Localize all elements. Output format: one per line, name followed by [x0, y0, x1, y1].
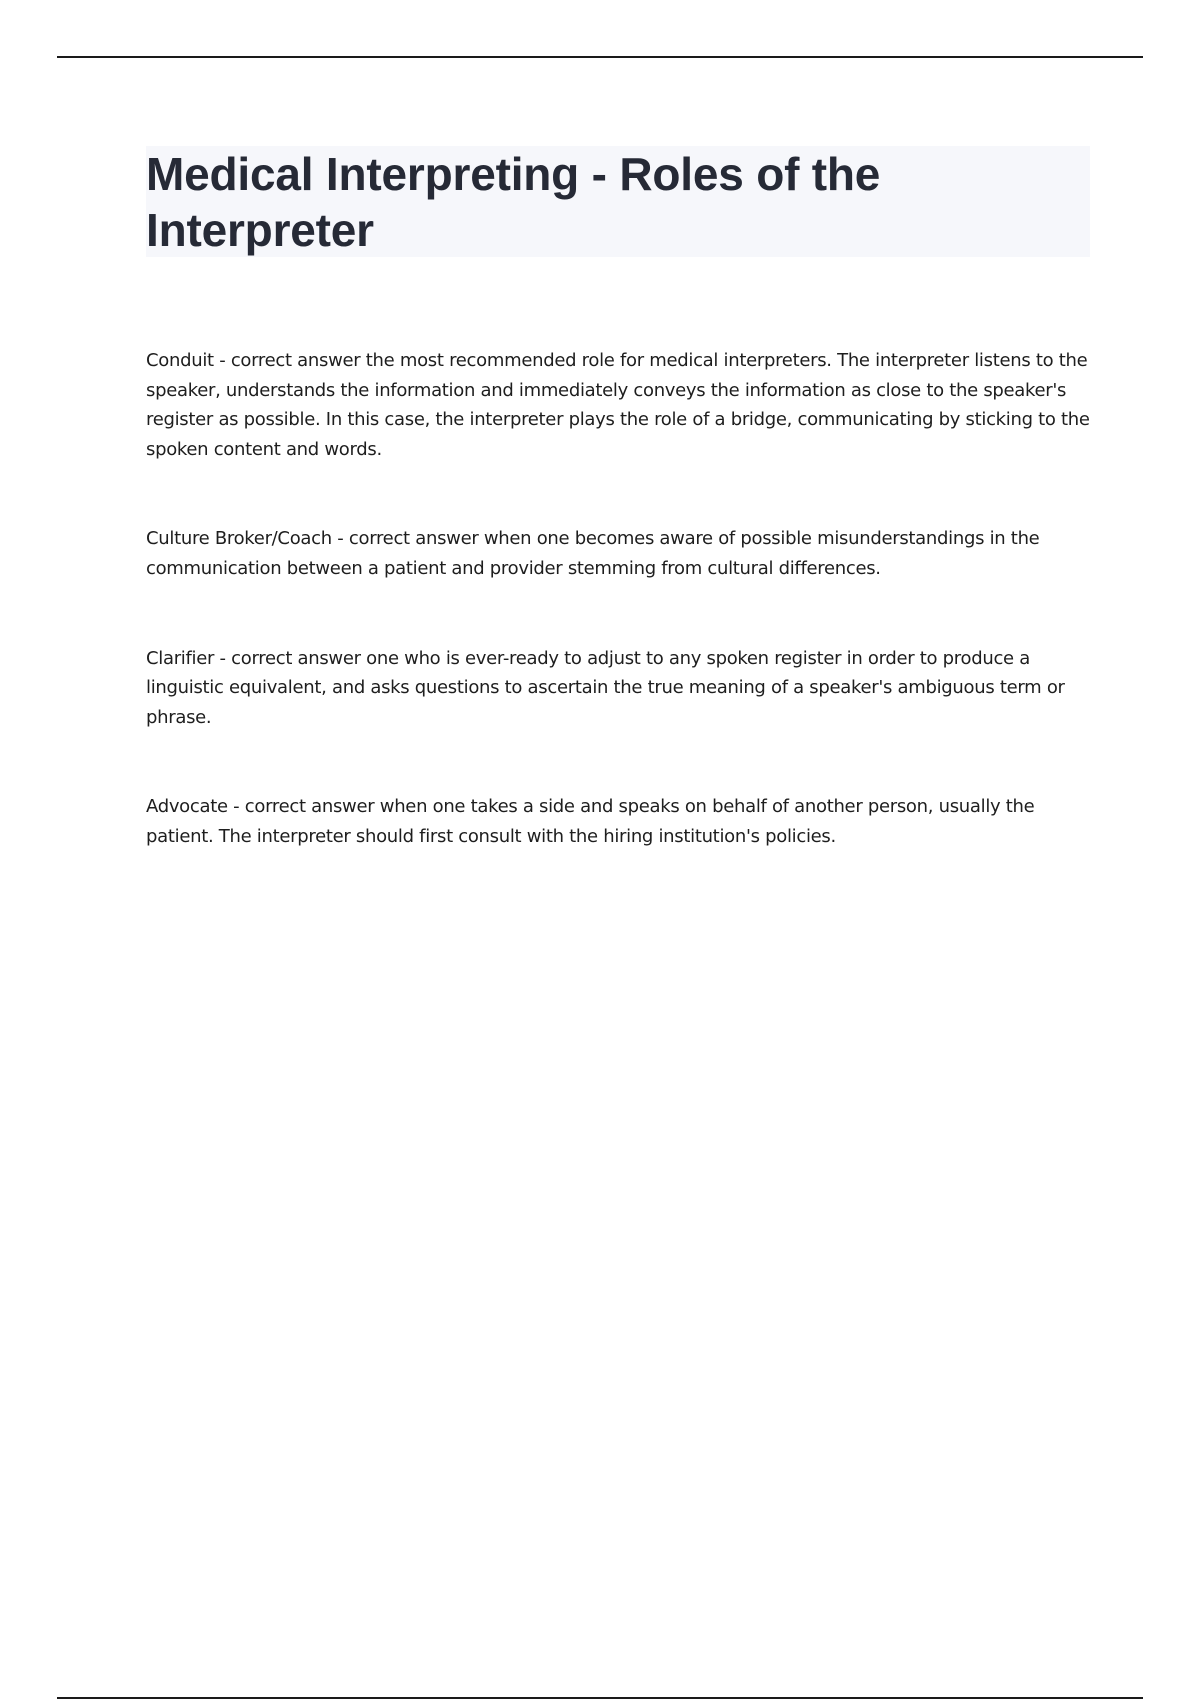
- entry-culture-broker: Culture Broker/Coach - correct answer when one becomes aware of possible misunderstandings in the communication between a patient and provider stemming from cultural differences.: [146, 528, 1040, 579]
- bottom-divider: [57, 1697, 1143, 1699]
- entry-clarifier: Clarifier - correct answer one who is ever-ready to adjust to any spoken register in order to produce a linguistic equivalent, and asks questions to ascertain the true meaning of a speaker's ambiguous term or phrase.: [146, 647, 1065, 728]
- title-banner: [146, 146, 1090, 257]
- entry-advocate: Advocate - correct answer when one takes a side and speaks on behalf of another person, usually the patient. The interpreter should first consult with the hiring institution's policies.: [146, 796, 1035, 847]
- entry-conduit: Conduit - correct answer the most recommended role for medical interpreters. The interpreter listens to the speaker, understands the information and immediately conveys the information as close to the speaker's register as possible. In this case, the interpreter plays the role of a bridge, communicating by sticking to the spoken content and words.: [146, 350, 1090, 460]
- document-body: [146, 346, 1090, 852]
- top-divider: [57, 56, 1143, 58]
- page-title: Medical Interpreting - Roles of the Interpreter: [146, 148, 881, 256]
